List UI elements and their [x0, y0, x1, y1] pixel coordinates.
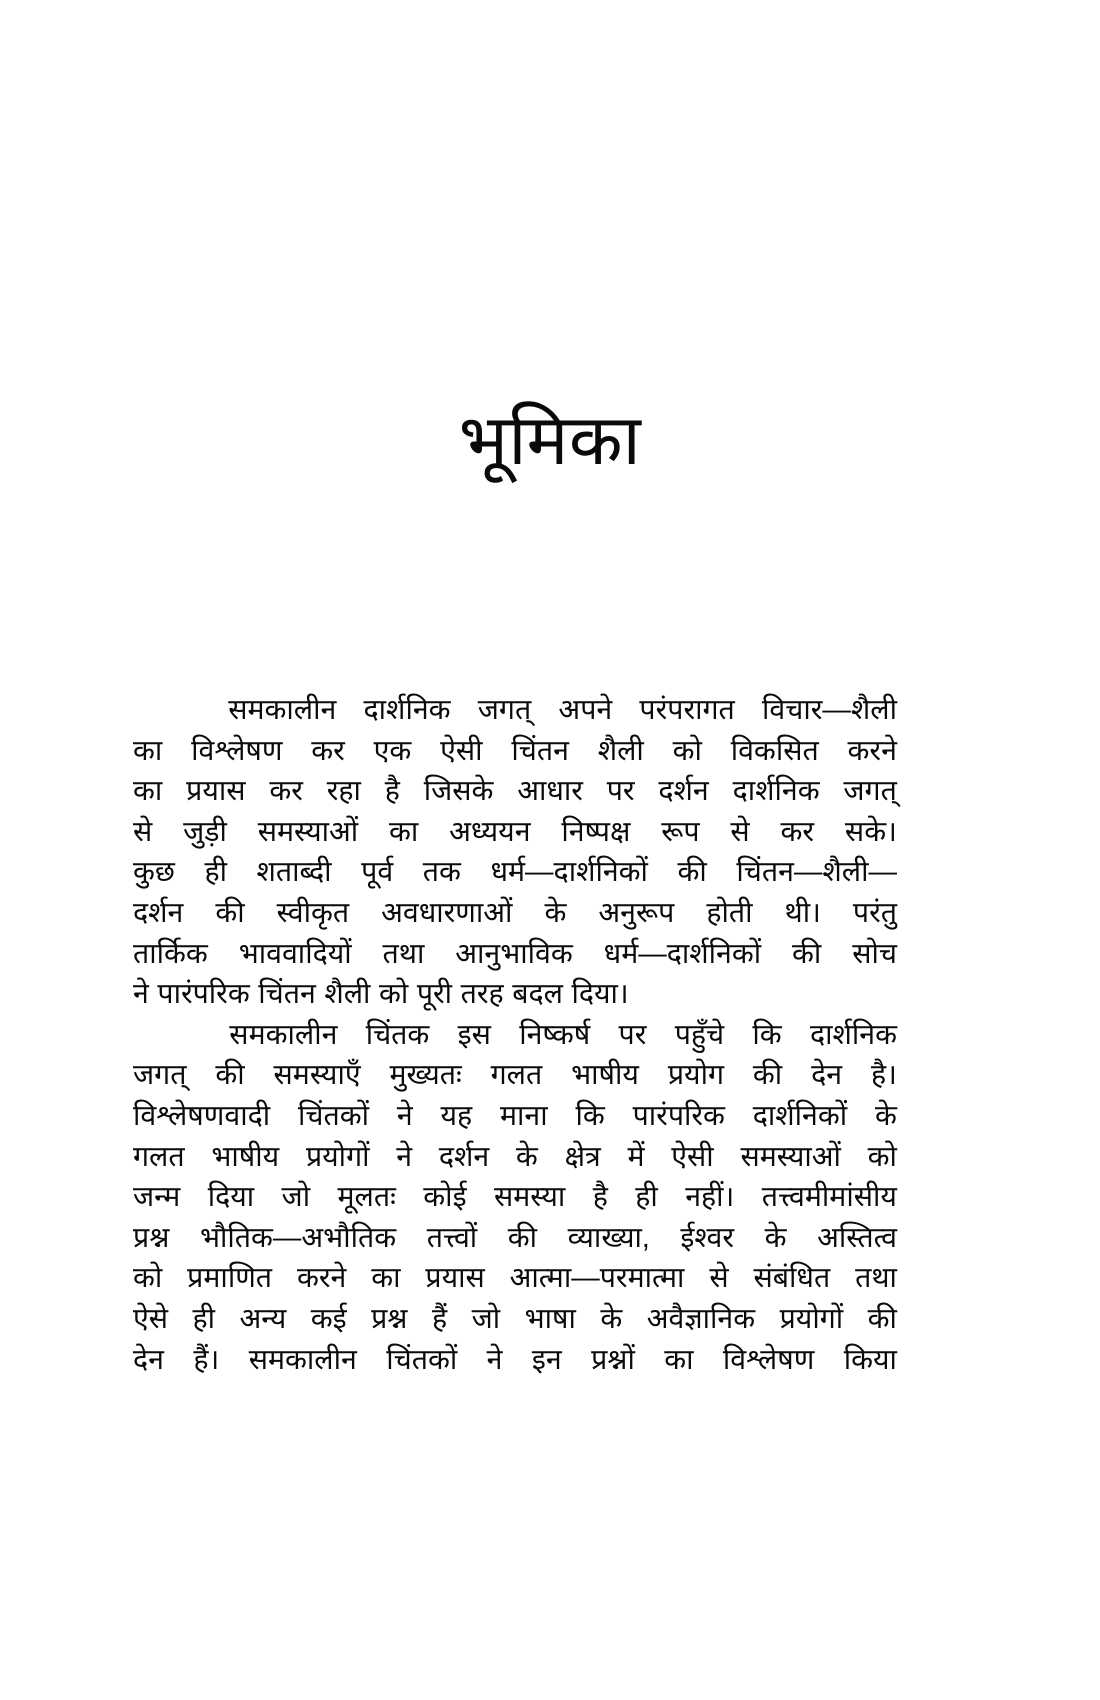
word: धर्म—दार्शनिकों [490, 856, 648, 889]
word: कि [575, 1099, 605, 1132]
word: गलत [133, 1140, 185, 1173]
page-title: भूमिका [458, 401, 642, 479]
text-line [133, 1340, 897, 1381]
word: है। [870, 1059, 897, 1092]
word: चिंतक [365, 1018, 430, 1051]
text-line [133, 1015, 897, 1056]
word: दार्शनिक [363, 694, 451, 726]
word: प्रयोगों [779, 1302, 844, 1335]
word: प्रयास [425, 1262, 485, 1295]
body-text-column [133, 690, 897, 1380]
word: सोच [852, 937, 897, 970]
word: के [764, 1221, 787, 1254]
word: में [627, 1140, 645, 1173]
word: संबंधित [753, 1262, 831, 1295]
word: को [867, 1140, 897, 1173]
word: ही [192, 1302, 216, 1335]
word: सके। [844, 815, 897, 848]
paragraph-1 [133, 690, 897, 1015]
word: प्रमाणित [187, 1262, 273, 1295]
word: आनुभाविक [455, 937, 573, 970]
word: की [792, 937, 822, 970]
text-line [133, 1096, 897, 1137]
word: रहा [326, 775, 361, 808]
word: प्रयोग [667, 1059, 725, 1092]
text-line [133, 812, 897, 853]
word: करने [296, 1262, 347, 1295]
word: तथा [855, 1262, 897, 1295]
word: पर [606, 775, 635, 808]
word: से [709, 1262, 729, 1295]
word: चिंतकों [297, 1099, 369, 1132]
word: शताब्दी [256, 856, 332, 889]
word: से [730, 815, 750, 848]
word: नहीं। [685, 1181, 735, 1214]
word: दर्शन [658, 775, 709, 808]
word: करने [847, 734, 897, 767]
text-line [133, 1299, 897, 1340]
word: के [600, 1302, 623, 1335]
word: यह [440, 1099, 473, 1132]
word: परंपरागत [639, 694, 735, 726]
word: जो [281, 1181, 311, 1214]
word: दिया [207, 1181, 255, 1214]
word: जगत् [477, 694, 532, 726]
word: भाषा [524, 1302, 576, 1335]
word: समकालीन [228, 694, 337, 726]
word: इस [457, 1018, 491, 1051]
word: हैं। [193, 1343, 220, 1376]
word: कोई [423, 1181, 467, 1214]
word: धर्म—दार्शनिकों [603, 937, 762, 970]
word: का [664, 1343, 694, 1376]
word: प्रश्नों [591, 1343, 635, 1376]
word: पारंपरिक [632, 1099, 725, 1132]
word: पर [618, 1018, 647, 1051]
word: शैली [324, 978, 371, 1011]
word: पूर्व [361, 856, 394, 889]
word: प्रयोगों [305, 1140, 370, 1173]
word: के [515, 1140, 538, 1173]
paragraph-2 [133, 1015, 897, 1380]
word: ऐसी [671, 1140, 714, 1173]
word: ईश्वर [680, 1221, 735, 1254]
word: दार्शनिक [810, 1018, 897, 1051]
word: कि [752, 1018, 782, 1051]
text-line [133, 771, 897, 812]
word: ऐसी [440, 734, 483, 767]
word: बदल [512, 978, 563, 1011]
word: शैली [597, 734, 644, 767]
word: जुड़ी [183, 815, 227, 848]
word: अध्ययन [449, 815, 531, 848]
word: दार्शनिक [732, 775, 820, 808]
word: ने [396, 1140, 413, 1173]
word: पहुँचे [674, 1018, 725, 1051]
word: को [133, 1262, 163, 1295]
text-line [133, 934, 897, 975]
word: मुख्यतः [389, 1059, 462, 1092]
word: अवधारणाओं [381, 896, 513, 929]
word: दर्शन [438, 1140, 490, 1173]
word: भाषीय [211, 1140, 280, 1173]
word: की [507, 1221, 538, 1254]
word: कई [310, 1302, 347, 1335]
word: का [389, 815, 419, 848]
word: कुछ [133, 856, 175, 889]
word: रूप [661, 815, 700, 848]
word: जो [471, 1302, 501, 1335]
text-line [133, 1218, 897, 1259]
word: पारंपरिक [157, 978, 250, 1011]
word: निष्कर्ष [519, 1018, 591, 1051]
word: तत्त्वमीमांसीय [761, 1181, 897, 1214]
word: ही [204, 856, 227, 889]
word: जन्म [133, 1181, 181, 1214]
word: के [544, 896, 567, 929]
text-line [133, 1177, 897, 1218]
word: ही [635, 1181, 658, 1214]
word: हैं [431, 1302, 448, 1335]
word: का [133, 775, 163, 808]
word: चिंतन—शैली— [736, 856, 897, 889]
word: ऐसे [133, 1302, 169, 1335]
word: ने [133, 978, 149, 1011]
word: की [215, 1059, 245, 1092]
word: एक [373, 734, 412, 767]
word: समस्याओं [257, 815, 359, 848]
word: भाववादियों [238, 937, 352, 970]
word: अस्तित्व [817, 1221, 897, 1254]
word: कर [780, 815, 815, 848]
word: चिंतन [511, 734, 569, 767]
word: विचार—शैली [762, 694, 897, 726]
word: कर [269, 775, 303, 808]
word: तथा [382, 937, 425, 970]
paragraph-indent [133, 690, 201, 731]
word: तरह [460, 978, 504, 1011]
word: क्षेत्र [564, 1140, 601, 1173]
word: को [672, 734, 702, 767]
word: समस्याओं [740, 1140, 841, 1173]
word: चिंतकों [386, 1343, 458, 1376]
word: भाषीय [571, 1059, 639, 1092]
word: तक [422, 856, 461, 889]
word: है [592, 1181, 608, 1214]
word: विश्लेषण [722, 1343, 815, 1376]
text-line [133, 974, 897, 1015]
word: भौतिक—अभौतिक [199, 1221, 397, 1254]
word: तत्त्वों [426, 1221, 478, 1254]
word: समकालीन [248, 1343, 357, 1376]
word: जिसके [423, 775, 494, 808]
title-block [0, 400, 1100, 481]
word: अवैज्ञानिक [646, 1302, 756, 1335]
word: अपने [558, 694, 613, 726]
word: किया [843, 1343, 897, 1376]
word: दर्शन [133, 896, 184, 929]
word: होती [706, 896, 753, 929]
word: पूरी [416, 978, 453, 1011]
word: ने [486, 1343, 503, 1376]
word: दिया। [571, 978, 629, 1011]
word: इन [531, 1343, 562, 1376]
word: का [133, 734, 163, 767]
word: दार्शनिकों [752, 1099, 848, 1132]
text-line [133, 893, 897, 934]
word: जगत् [843, 775, 897, 808]
word: अन्य [239, 1302, 287, 1335]
word: गलत [490, 1059, 543, 1092]
word: की [752, 1059, 783, 1092]
word: से [133, 815, 153, 848]
word: समस्याएँ [273, 1059, 361, 1092]
word: समस्या [493, 1181, 566, 1214]
text-line [133, 690, 897, 731]
word: है [384, 775, 400, 808]
word: आत्मा—परमात्मा [509, 1262, 685, 1295]
word: स्वीकृत [276, 896, 350, 929]
word: प्रश्न [133, 1221, 170, 1254]
word: परंतु [852, 896, 897, 929]
word: व्याख्या, [567, 1221, 650, 1254]
word: विश्लेषणवादी [133, 1099, 271, 1132]
word: देन [811, 1059, 843, 1092]
word: प्रयास [186, 775, 246, 808]
text-line [133, 1137, 897, 1178]
text-line [133, 1055, 897, 1096]
word: निष्पक्ष [561, 815, 631, 848]
word: की [867, 1302, 897, 1335]
word: समकालीन [229, 1018, 338, 1051]
word: जगत् [133, 1059, 187, 1092]
word: तार्किक [133, 937, 208, 970]
word: माना [500, 1099, 548, 1132]
word: प्रश्न [371, 1302, 408, 1335]
paragraph-indent [133, 1015, 201, 1056]
text-line [133, 1258, 897, 1299]
word: को [379, 978, 409, 1011]
word: विकसित [730, 734, 819, 767]
word: की [677, 856, 707, 889]
word: मूलतः [337, 1181, 396, 1214]
word: थी। [784, 896, 821, 929]
text-line [133, 852, 897, 893]
word: चिंतन [258, 978, 316, 1011]
word: का [371, 1262, 401, 1295]
word: अनुरूप [598, 896, 675, 929]
word: कर [311, 734, 345, 767]
word: की [215, 896, 245, 929]
word: विश्लेषण [191, 734, 283, 767]
word: के [875, 1099, 897, 1132]
word: ने [396, 1099, 413, 1132]
word: देन [133, 1343, 164, 1376]
text-line [133, 731, 897, 772]
word: आधार [517, 775, 583, 808]
